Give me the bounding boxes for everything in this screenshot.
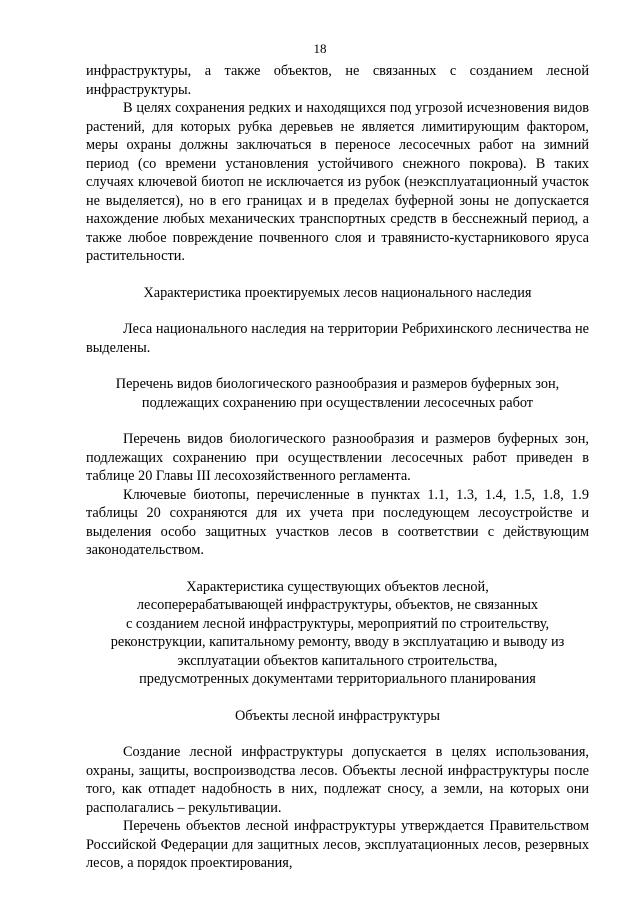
heading-line: с созданием лесной инфраструктуры, мероприятий по строительству, [125, 615, 550, 632]
heading-line: Характеристика существующих объектов лесной, [186, 578, 489, 595]
document-body [86, 62, 589, 873]
paragraph-national-heritage: Леса национального наследия на территории Ребрихинского лесничества не выделены. [86, 321, 589, 356]
heading-line: предусмотренных документами территориального планирования [139, 671, 536, 687]
paragraph-continuation: инфраструктуры, а также объектов, не связанных с созданием лесной инфраструктуры. [86, 63, 589, 98]
heading-line: Перечень видов биологического разнообразия и размеров буферных зон, [115, 376, 560, 392]
paragraph-key-biotopes: Ключевые биотопы, перечисленные в пунктах 1.1, 1.3, 1.4, 1.5, 1.8, 1.9 таблицы 20 сохраняются для их учета при последующем лесоустройстве и выделения особо защитных участков лесов в соответствии с действующим законодательством. [86, 486, 589, 558]
section-heading-biodiversity [86, 375, 589, 412]
section-heading-infrastructure [86, 578, 589, 689]
heading-line: лесоперерабатывающей инфраструктуры, объектов, не связанных [136, 597, 539, 613]
paragraph-rare-species-protection: В целях сохранения редких и находящихся под угрозой исчезновения видов растений, для которых рубка деревьев не является лимитирующим фактором, меры охраны должны заключаться в переносе лесосечных работ на зимний период (со времени установления устойчивого снежного покрова). В таких случаях ключевой биотоп не исключается из рубок (неэксплуатационный участок не выделяется), но в его границах и в пределах буферной зоны не допускается нахождение любых механических транспортных средств в бесснежный период, а также любое повреждение почвенного слоя и травянисто-кустарникового яруса растительности. [86, 100, 589, 264]
paragraph-infrastructure-creation: Создание лесной инфраструктуры допускается в целях использования, охраны, защиты, воспроизводства лесов. Объекты лесной инфраструктуры после того, как отпадет надобность в них, подлежат сносу, а земли, на которых они располагались – рекультивации. [86, 744, 589, 816]
heading-line: реконструкции, капитальному ремонту, вводу в эксплуатацию и выводу из [110, 634, 565, 650]
subsection-heading-forest-infrastructure: Объекты лесной инфраструктуры [234, 707, 441, 724]
heading-line: эксплуатации объектов капитального строительства, [177, 652, 498, 669]
page-number: 18 [313, 41, 327, 56]
paragraph-biodiversity-list: Перечень видов биологического разнообразия и размеров буферных зон, подлежащих сохранению при осуществлении лесосечных работ приведен в таблице 20 Главы III лесохозяйственного регламента. [86, 431, 589, 484]
section-heading-national-heritage: Характеристика проектируемых лесов национального наследия [143, 284, 532, 301]
heading-line: подлежащих сохранению при осуществлении лесосечных работ [141, 394, 534, 411]
paragraph-infrastructure-list: Перечень объектов лесной инфраструктуры утверждается Правительством Российской Федерации для защитных лесов, эксплуатационных лесов, резервных лесов, а порядок проектирования, [86, 818, 589, 871]
